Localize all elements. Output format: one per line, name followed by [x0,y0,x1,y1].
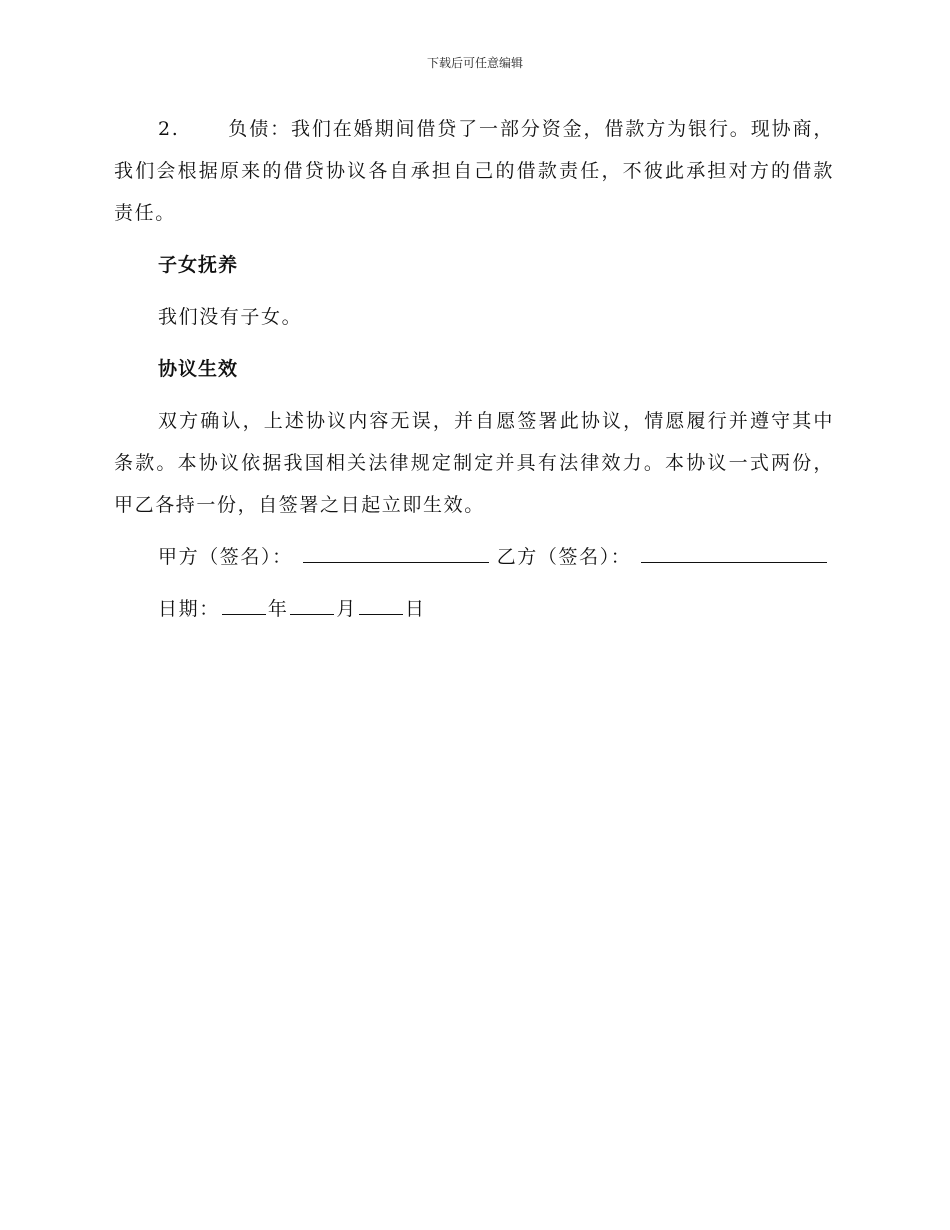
month-label: 月 [336,598,358,620]
debt-number: 2. [158,118,180,140]
effect-heading: 协议生效 [158,358,239,380]
debt-text: 负债：我们在婚期间借贷了一部分资金，借款方为银行。现协商，我们会根据原来的借贷协议各自承担自己的借款责任，不彼此承担对方的借款责任。 [114,118,834,224]
party-a-signature-blank[interactable] [303,544,489,563]
month-blank[interactable] [290,596,334,615]
debt-paragraph [114,108,834,234]
signature-row [114,536,834,578]
date-row [114,588,834,630]
year-label: 年 [267,598,289,620]
effect-paragraph: 双方确认，上述协议内容无误，并自愿签署此协议，情愿履行并遵守其中条款。本协议依据我国相关法律规定制定并具有法律效力。本协议一式两份，甲乙各持一份，自签署之日起立即生效。 [114,410,834,516]
party-b-signature-blank[interactable] [641,544,827,563]
day-label: 日 [405,598,426,620]
party-a-label: 甲方（签名）： [158,546,293,568]
date-label: 日期： [158,598,220,620]
party-b-label: 乙方（签名）： [496,546,632,568]
year-blank[interactable] [222,596,266,615]
children-heading: 子女抚养 [158,254,239,276]
day-blank[interactable] [359,596,403,615]
document-body [114,108,834,630]
children-text: 我们没有子女。 [158,306,303,328]
page-header: 下载后可任意编辑 [426,56,523,70]
